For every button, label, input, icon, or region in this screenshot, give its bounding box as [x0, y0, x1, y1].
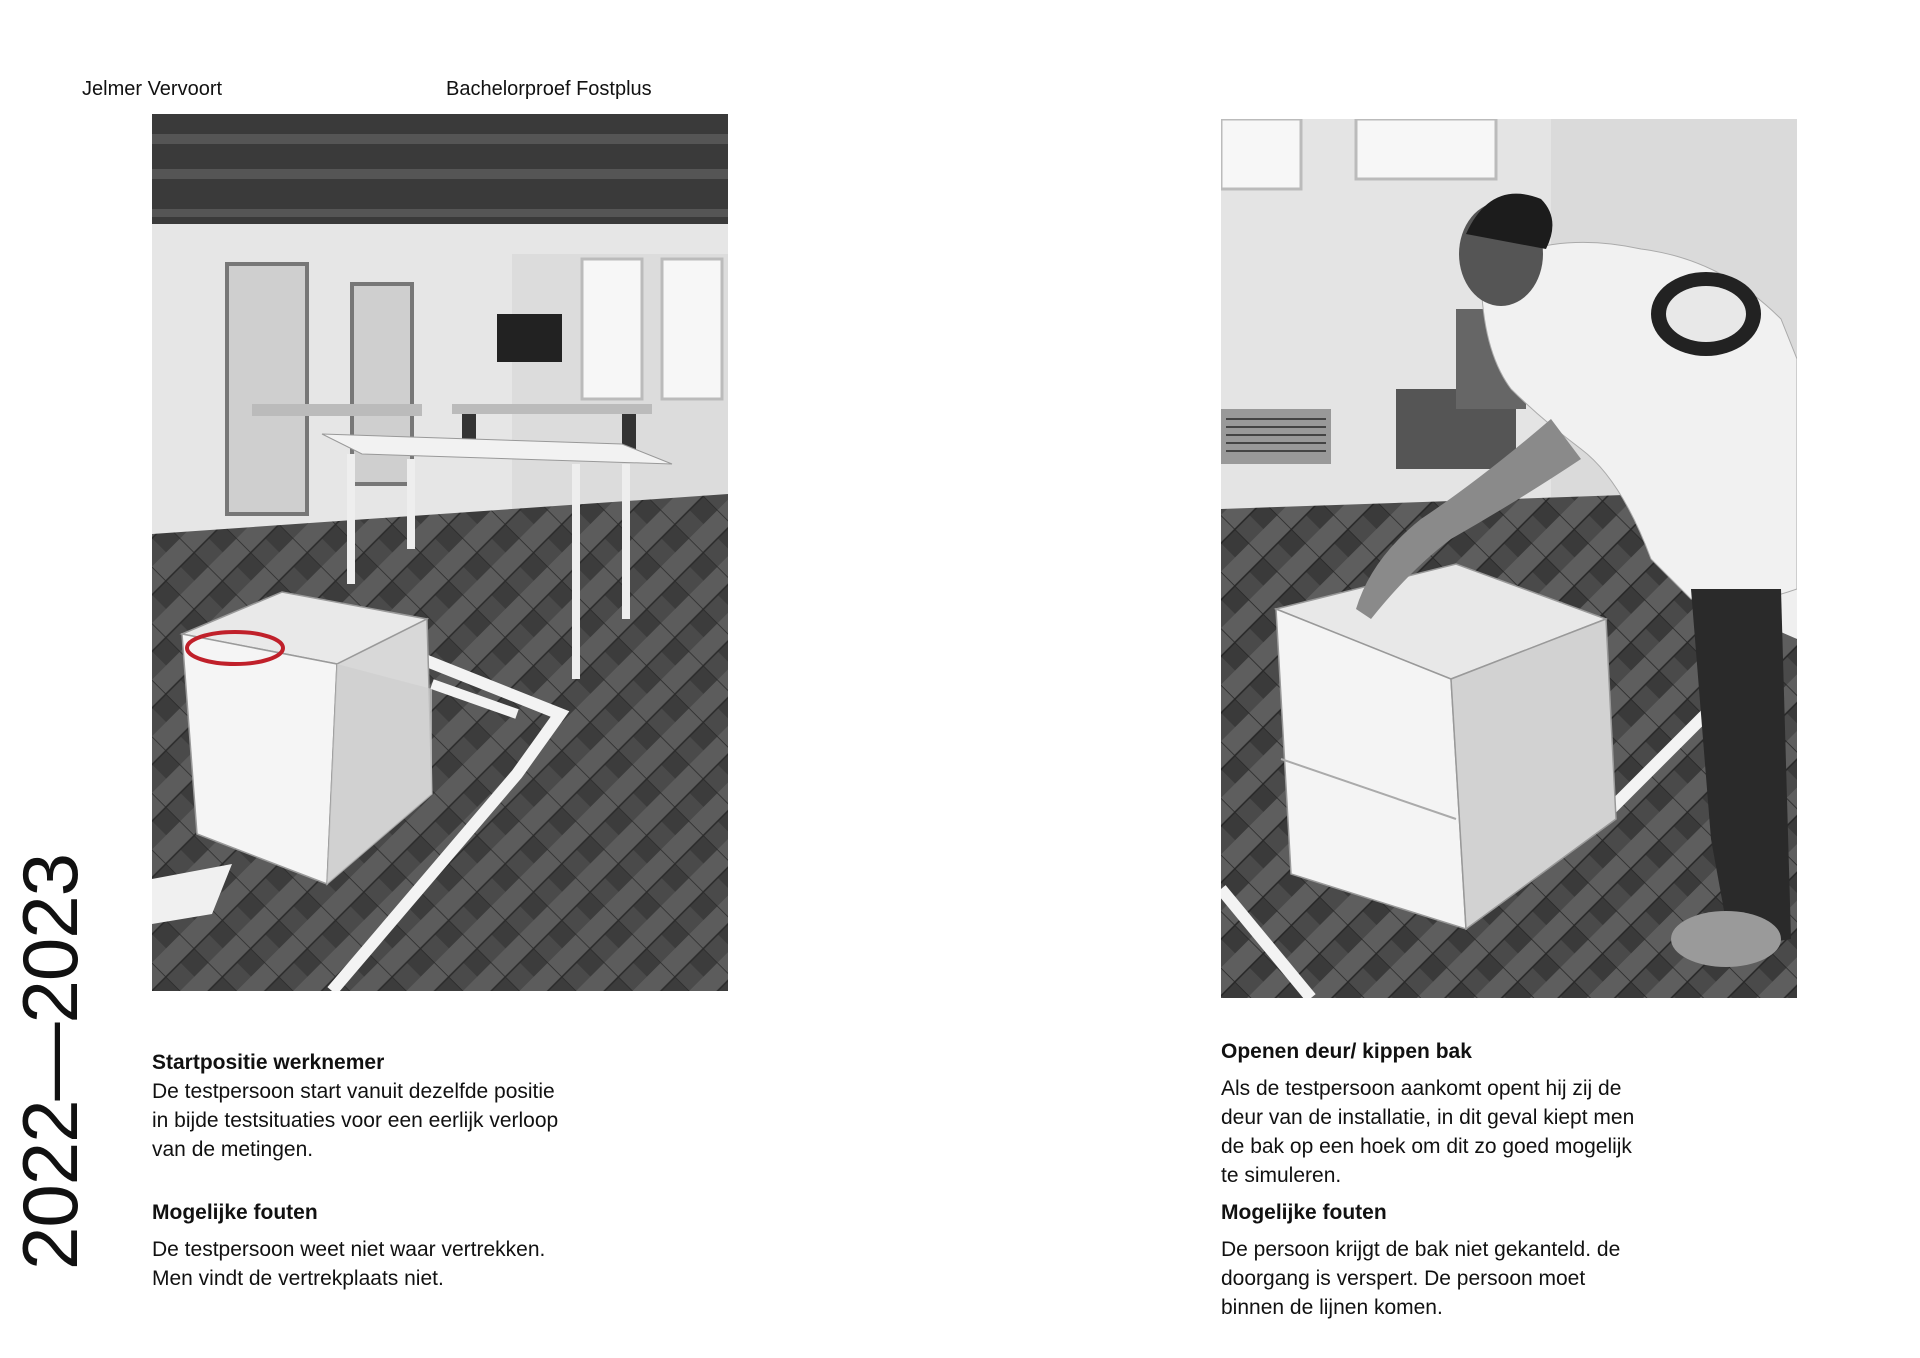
- caption-heading: Openen deur/ kippen bak: [1221, 1040, 1472, 1063]
- caption-heading: Startpositie werknemer: [152, 1051, 385, 1074]
- errors-body: De testpersoon weet niet waar vertrekken. Men vindt de vertrekplaats niet.: [152, 1238, 546, 1290]
- photo-person-tilting-box: [1221, 119, 1797, 998]
- caption-left-errors: [152, 1198, 572, 1293]
- caption-right-errors: [1221, 1198, 1641, 1322]
- year-range: 2022—2023: [6, 853, 94, 1270]
- errors-heading: Mogelijke fouten: [152, 1201, 318, 1224]
- photo-office-box-start: [152, 114, 728, 991]
- errors-heading: Mogelijke fouten: [1221, 1201, 1387, 1224]
- caption-body: Als de testpersoon aankomt opent hij zij de deur van de installatie, in dit geval kiept men de bak op een hoek om dit zo goed mogelijk te simuleren.: [1221, 1077, 1635, 1187]
- header-title: Bachelorproef Fostplus: [446, 78, 652, 100]
- caption-body: De testpersoon start vanuit dezelfde positie in bijde testsituaties voor een eerlijk verloop van de metingen.: [152, 1080, 559, 1161]
- caption-openen-deur: [1221, 1037, 1641, 1190]
- errors-body: De persoon krijgt de bak niet gekanteld. de doorgang is verspert. De persoon moet binnen de lijnen komen.: [1221, 1238, 1621, 1319]
- caption-startpositie: [152, 1048, 572, 1164]
- header-author: Jelmer Vervoort: [82, 78, 223, 100]
